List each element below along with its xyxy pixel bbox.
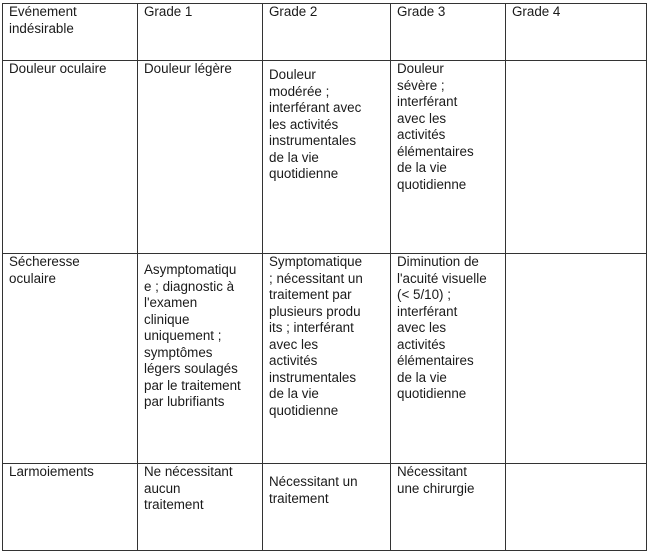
row-label-douleur-oculaire: Douleur oculaire: [3, 61, 138, 254]
header-grade-1: Grade 1: [138, 4, 263, 61]
header-grade-2: Grade 2: [263, 4, 391, 61]
cell-grade-1: Asymptomatiqu e ; diagnostic à l'examen clinique uniquement ; symptômes légers soulagés par le traitement par lubrifiants: [138, 254, 263, 464]
cell-grade-4: [506, 61, 647, 254]
cell-grade-2: Symptomatique ; nécessitant un traitement par plusieurs produ its ; interférant avec les activités instrumentales de la vie quotidienne: [263, 254, 391, 464]
table-row: [3, 464, 647, 551]
cell-grade-2: Nécessitant un traitement: [263, 464, 391, 551]
adverse-events-grading-table: [2, 3, 647, 551]
cell-grade-2: Douleur modérée ; interférant avec les activités instrumentales de la vie quotidienne: [263, 61, 391, 254]
cell-grade-1: Ne nécessitant aucun traitement: [138, 464, 263, 551]
cell-grade-4: [506, 464, 647, 551]
header-grade-4: Grade 4: [506, 4, 647, 61]
cell-grade-4: [506, 254, 647, 464]
cell-grade-3: Nécessitant une chirurgie: [391, 464, 506, 551]
header-row: [3, 4, 647, 61]
cell-grade-3: Douleur sévère ; interférant avec les activités élémentaires de la vie quotidienne: [391, 61, 506, 254]
table-row: [3, 254, 647, 464]
header-grade-3: Grade 3: [391, 4, 506, 61]
cell-grade-3: Diminution de l'acuité visuelle (< 5/10) ; interférant avec les activités élémentaires de la vie quotidienne: [391, 254, 506, 464]
row-label-secheresse-oculaire: Sécheresse oculaire: [3, 254, 138, 464]
header-event: Evénement indésirable: [3, 4, 138, 61]
cell-grade-1: Douleur légère: [138, 61, 263, 254]
row-label-larmoiements: Larmoiements: [3, 464, 138, 551]
table-row: [3, 61, 647, 254]
